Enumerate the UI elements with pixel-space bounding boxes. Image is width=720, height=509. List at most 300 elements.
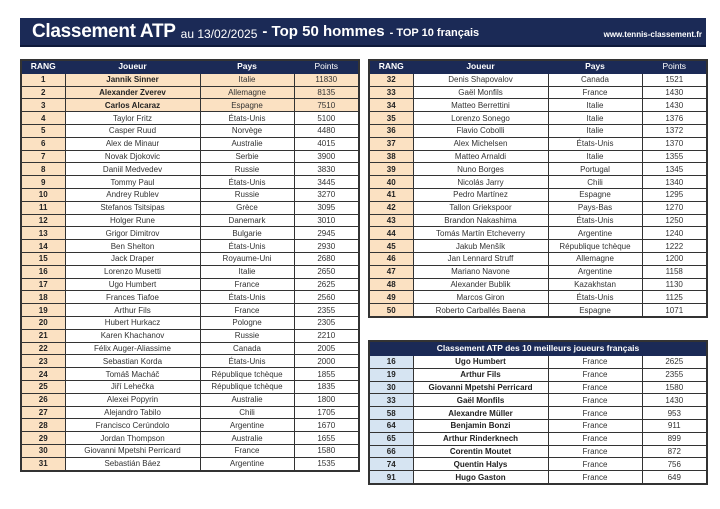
country-cell: Russie bbox=[200, 188, 294, 201]
country-cell: Kazakhstan bbox=[548, 278, 642, 291]
country-cell: France bbox=[200, 304, 294, 317]
country-cell: Pologne bbox=[200, 316, 294, 329]
points-cell: 3095 bbox=[294, 201, 359, 214]
country-cell: Italie bbox=[200, 73, 294, 86]
table-row bbox=[21, 291, 359, 304]
points-cell: 2210 bbox=[294, 329, 359, 342]
country-cell: Canada bbox=[200, 342, 294, 355]
points-cell: 1800 bbox=[294, 393, 359, 406]
rank-cell: 26 bbox=[21, 393, 65, 406]
player-cell: Roberto Carballés Baena bbox=[413, 304, 548, 317]
player-cell: Nuno Borges bbox=[413, 163, 548, 176]
table-row bbox=[21, 316, 359, 329]
table-row bbox=[369, 112, 707, 125]
points-cell: 2000 bbox=[294, 355, 359, 368]
country-cell: France bbox=[200, 444, 294, 457]
country-cell: France bbox=[548, 368, 642, 381]
player-cell: Arthur Rinderknech bbox=[413, 432, 548, 445]
rank-cell: 30 bbox=[21, 444, 65, 457]
rank-cell: 19 bbox=[369, 368, 413, 381]
country-cell: Argentine bbox=[548, 265, 642, 278]
table-row bbox=[369, 381, 707, 394]
rank-cell: 14 bbox=[21, 240, 65, 253]
table-row bbox=[21, 355, 359, 368]
table-row bbox=[21, 163, 359, 176]
points-cell: 1835 bbox=[294, 380, 359, 393]
rank-cell: 28 bbox=[21, 419, 65, 432]
rank-cell: 21 bbox=[21, 329, 65, 342]
player-cell: Tomáš Macháč bbox=[65, 368, 200, 381]
points-cell: 4480 bbox=[294, 124, 359, 137]
country-cell: France bbox=[548, 407, 642, 420]
country-cell: Argentine bbox=[200, 419, 294, 432]
player-cell: Alexander Zverev bbox=[65, 86, 200, 99]
points-cell: 953 bbox=[642, 407, 707, 420]
points-cell: 1270 bbox=[642, 201, 707, 214]
player-cell: Jiří Lehečka bbox=[65, 380, 200, 393]
player-cell: Alexandre Müller bbox=[413, 407, 548, 420]
country-cell: France bbox=[548, 458, 642, 471]
points-cell: 7510 bbox=[294, 99, 359, 112]
rank-cell: 36 bbox=[369, 124, 413, 137]
player-cell: Sebastián Báez bbox=[65, 457, 200, 470]
points-cell: 1430 bbox=[642, 86, 707, 99]
col-player: Joueur bbox=[65, 60, 200, 73]
country-cell: République tchèque bbox=[200, 380, 294, 393]
points-cell: 2930 bbox=[294, 240, 359, 253]
points-cell: 1535 bbox=[294, 457, 359, 470]
table-row bbox=[369, 176, 707, 189]
country-cell: France bbox=[548, 394, 642, 407]
table-row bbox=[369, 227, 707, 240]
country-cell: République tchèque bbox=[200, 368, 294, 381]
player-cell: Holger Rune bbox=[65, 214, 200, 227]
points-cell: 872 bbox=[642, 445, 707, 458]
country-cell: France bbox=[548, 471, 642, 484]
points-cell: 1250 bbox=[642, 214, 707, 227]
country-cell: États-Unis bbox=[548, 214, 642, 227]
country-cell: États-Unis bbox=[200, 112, 294, 125]
rank-cell: 66 bbox=[369, 445, 413, 458]
rank-cell: 12 bbox=[21, 214, 65, 227]
player-cell: Tallon Griekspoor bbox=[413, 201, 548, 214]
table-row bbox=[369, 291, 707, 304]
player-cell: Lorenzo Sonego bbox=[413, 112, 548, 125]
country-cell: République tchèque bbox=[548, 240, 642, 253]
country-cell: Italie bbox=[200, 265, 294, 278]
rank-cell: 10 bbox=[21, 188, 65, 201]
player-cell: Jannik Sinner bbox=[65, 73, 200, 86]
rank-cell: 38 bbox=[369, 150, 413, 163]
table-row bbox=[369, 252, 707, 265]
table-row bbox=[21, 265, 359, 278]
player-cell: Francisco Cerúndolo bbox=[65, 419, 200, 432]
country-cell: France bbox=[548, 356, 642, 369]
table-row bbox=[21, 201, 359, 214]
player-cell: Jakub Menšík bbox=[413, 240, 548, 253]
points-cell: 1130 bbox=[642, 278, 707, 291]
rank-cell: 31 bbox=[21, 457, 65, 470]
table-row bbox=[21, 227, 359, 240]
points-cell: 1295 bbox=[642, 188, 707, 201]
table-row bbox=[369, 458, 707, 471]
rank-cell: 74 bbox=[369, 458, 413, 471]
table-row bbox=[369, 445, 707, 458]
table-row bbox=[369, 201, 707, 214]
rank-cell: 46 bbox=[369, 252, 413, 265]
points-cell: 2355 bbox=[642, 368, 707, 381]
table-row bbox=[21, 342, 359, 355]
country-cell: Espagne bbox=[200, 99, 294, 112]
points-cell: 8135 bbox=[294, 86, 359, 99]
table-row bbox=[21, 112, 359, 125]
rank-cell: 17 bbox=[21, 278, 65, 291]
rank-cell: 23 bbox=[21, 355, 65, 368]
points-cell: 2560 bbox=[294, 291, 359, 304]
country-cell: États-Unis bbox=[200, 240, 294, 253]
country-cell: Portugal bbox=[548, 163, 642, 176]
points-cell: 2945 bbox=[294, 227, 359, 240]
country-cell: Italie bbox=[548, 150, 642, 163]
player-cell: Ugo Humbert bbox=[65, 278, 200, 291]
table-row bbox=[21, 188, 359, 201]
table-row bbox=[369, 432, 707, 445]
player-cell: Flavio Cobolli bbox=[413, 124, 548, 137]
player-cell: Andrey Rublev bbox=[65, 188, 200, 201]
player-cell: Stefanos Tsitsipas bbox=[65, 201, 200, 214]
col-rank: RANG bbox=[369, 60, 413, 73]
player-cell: Nicolás Jarry bbox=[413, 176, 548, 189]
table-row bbox=[21, 444, 359, 457]
col-points: Points bbox=[642, 60, 707, 73]
points-cell: 911 bbox=[642, 419, 707, 432]
rank-cell: 6 bbox=[21, 137, 65, 150]
player-cell: Tomás Martín Etcheverry bbox=[413, 227, 548, 240]
points-cell: 1705 bbox=[294, 406, 359, 419]
country-cell: Danemark bbox=[200, 214, 294, 227]
country-cell: Russie bbox=[200, 329, 294, 342]
table-row bbox=[21, 73, 359, 86]
player-cell: Gaël Monfils bbox=[413, 394, 548, 407]
points-cell: 1071 bbox=[642, 304, 707, 317]
rank-cell: 39 bbox=[369, 163, 413, 176]
country-cell: Italie bbox=[548, 99, 642, 112]
points-cell: 11830 bbox=[294, 73, 359, 86]
rank-cell: 50 bbox=[369, 304, 413, 317]
table-row bbox=[21, 278, 359, 291]
country-cell: Espagne bbox=[548, 188, 642, 201]
player-cell: Casper Ruud bbox=[65, 124, 200, 137]
rank-cell: 33 bbox=[369, 394, 413, 407]
player-cell: Jan Lennard Struff bbox=[413, 252, 548, 265]
country-cell: Allemagne bbox=[200, 86, 294, 99]
table-row bbox=[21, 368, 359, 381]
rank-cell: 29 bbox=[21, 432, 65, 445]
banner-title: Classement ATP bbox=[32, 20, 176, 42]
country-cell: États-Unis bbox=[548, 291, 642, 304]
points-cell: 2650 bbox=[294, 265, 359, 278]
player-cell: Karen Khachanov bbox=[65, 329, 200, 342]
table-row bbox=[369, 124, 707, 137]
table-row bbox=[369, 368, 707, 381]
table-row bbox=[21, 99, 359, 112]
country-cell: Bulgarie bbox=[200, 227, 294, 240]
country-cell: France bbox=[548, 419, 642, 432]
points-cell: 899 bbox=[642, 432, 707, 445]
points-cell: 3830 bbox=[294, 163, 359, 176]
player-cell: Benjamin Bonzi bbox=[413, 419, 548, 432]
table-row bbox=[369, 163, 707, 176]
table-row bbox=[369, 471, 707, 484]
player-cell: Grigor Dimitrov bbox=[65, 227, 200, 240]
country-cell: Australie bbox=[200, 393, 294, 406]
points-cell: 1240 bbox=[642, 227, 707, 240]
points-cell: 2305 bbox=[294, 316, 359, 329]
table-row bbox=[21, 304, 359, 317]
table-row bbox=[369, 73, 707, 86]
points-cell: 2625 bbox=[642, 356, 707, 369]
table-row bbox=[21, 214, 359, 227]
country-cell: France bbox=[548, 381, 642, 394]
rank-cell: 35 bbox=[369, 112, 413, 125]
player-cell: Ben Shelton bbox=[65, 240, 200, 253]
rank-cell: 4 bbox=[21, 112, 65, 125]
table-row bbox=[369, 394, 707, 407]
player-cell: Jordan Thompson bbox=[65, 432, 200, 445]
rank-cell: 45 bbox=[369, 240, 413, 253]
player-cell: Alexei Popyrin bbox=[65, 393, 200, 406]
rank-cell: 42 bbox=[369, 201, 413, 214]
points-cell: 756 bbox=[642, 458, 707, 471]
points-cell: 1372 bbox=[642, 124, 707, 137]
banner-subtitle: - Top 50 hommes bbox=[262, 23, 385, 40]
rank-cell: 8 bbox=[21, 163, 65, 176]
points-cell: 1370 bbox=[642, 137, 707, 150]
points-cell: 2005 bbox=[294, 342, 359, 355]
player-cell: Corentin Moutet bbox=[413, 445, 548, 458]
rank-cell: 2 bbox=[21, 86, 65, 99]
table-row bbox=[21, 419, 359, 432]
country-cell: Australie bbox=[200, 432, 294, 445]
country-cell: Espagne bbox=[548, 304, 642, 317]
points-cell: 1376 bbox=[642, 112, 707, 125]
points-cell: 1655 bbox=[294, 432, 359, 445]
player-cell: Marcos Giron bbox=[413, 291, 548, 304]
points-cell: 1222 bbox=[642, 240, 707, 253]
table-row bbox=[21, 240, 359, 253]
rank-cell: 43 bbox=[369, 214, 413, 227]
player-cell: Novak Djokovic bbox=[65, 150, 200, 163]
points-cell: 1200 bbox=[642, 252, 707, 265]
points-cell: 1345 bbox=[642, 163, 707, 176]
points-cell: 5100 bbox=[294, 112, 359, 125]
country-cell: France bbox=[548, 432, 642, 445]
col-country: Pays bbox=[200, 60, 294, 73]
points-cell: 2680 bbox=[294, 252, 359, 265]
player-cell: Alex Michelsen bbox=[413, 137, 548, 150]
rank-cell: 22 bbox=[21, 342, 65, 355]
player-cell: Alex de Minaur bbox=[65, 137, 200, 150]
rank-cell: 40 bbox=[369, 176, 413, 189]
rank-cell: 44 bbox=[369, 227, 413, 240]
country-cell: Russie bbox=[200, 163, 294, 176]
rank-cell: 19 bbox=[21, 304, 65, 317]
country-cell: Serbie bbox=[200, 150, 294, 163]
banner-date: au 13/02/2025 bbox=[180, 26, 258, 41]
player-cell: Gaël Monfils bbox=[413, 86, 548, 99]
player-cell: Hubert Hurkacz bbox=[65, 316, 200, 329]
player-cell: Matteo Berrettini bbox=[413, 99, 548, 112]
points-cell: 3900 bbox=[294, 150, 359, 163]
points-cell: 2625 bbox=[294, 278, 359, 291]
rank-cell: 48 bbox=[369, 278, 413, 291]
rank-cell: 16 bbox=[369, 356, 413, 369]
table-row bbox=[21, 137, 359, 150]
rank-cell: 18 bbox=[21, 291, 65, 304]
table-row bbox=[21, 150, 359, 163]
points-cell: 1855 bbox=[294, 368, 359, 381]
ranking-table-32-50 bbox=[368, 59, 708, 318]
country-cell: Pays-Bas bbox=[548, 201, 642, 214]
table-row bbox=[369, 188, 707, 201]
points-cell: 1125 bbox=[642, 291, 707, 304]
points-cell: 1580 bbox=[642, 381, 707, 394]
table-row bbox=[369, 278, 707, 291]
player-cell: Pedro Martínez bbox=[413, 188, 548, 201]
rank-cell: 11 bbox=[21, 201, 65, 214]
country-cell: Italie bbox=[548, 112, 642, 125]
rank-cell: 41 bbox=[369, 188, 413, 201]
player-cell: Quentin Halys bbox=[413, 458, 548, 471]
ranking-table-1-31 bbox=[20, 59, 360, 472]
rank-cell: 15 bbox=[21, 252, 65, 265]
country-cell: Chili bbox=[548, 176, 642, 189]
points-cell: 3445 bbox=[294, 176, 359, 189]
player-cell: Sebastian Korda bbox=[65, 355, 200, 368]
player-cell: Jack Draper bbox=[65, 252, 200, 265]
rank-cell: 47 bbox=[369, 265, 413, 278]
title-banner bbox=[20, 18, 706, 47]
player-cell: Carlos Alcaraz bbox=[65, 99, 200, 112]
french-top10-table bbox=[368, 340, 708, 485]
points-cell: 1521 bbox=[642, 73, 707, 86]
table-row bbox=[21, 329, 359, 342]
country-cell: France bbox=[548, 445, 642, 458]
table-row bbox=[21, 457, 359, 470]
table-row bbox=[21, 406, 359, 419]
points-cell: 2355 bbox=[294, 304, 359, 317]
table-row bbox=[369, 214, 707, 227]
table-row bbox=[369, 137, 707, 150]
country-cell: Canada bbox=[548, 73, 642, 86]
rank-cell: 7 bbox=[21, 150, 65, 163]
rank-cell: 65 bbox=[369, 432, 413, 445]
rank-cell: 30 bbox=[369, 381, 413, 394]
rank-cell: 25 bbox=[21, 380, 65, 393]
col-country: Pays bbox=[548, 60, 642, 73]
points-cell: 1355 bbox=[642, 150, 707, 163]
points-cell: 4015 bbox=[294, 137, 359, 150]
country-cell: Argentine bbox=[548, 227, 642, 240]
points-cell: 1580 bbox=[294, 444, 359, 457]
points-cell: 1430 bbox=[642, 394, 707, 407]
table-row bbox=[21, 393, 359, 406]
country-cell: Allemagne bbox=[548, 252, 642, 265]
country-cell: Norvège bbox=[200, 124, 294, 137]
table-row bbox=[369, 304, 707, 317]
country-cell: Grèce bbox=[200, 201, 294, 214]
rank-cell: 1 bbox=[21, 73, 65, 86]
player-cell: Giovanni Mpetshi Perricard bbox=[65, 444, 200, 457]
rank-cell: 32 bbox=[369, 73, 413, 86]
table-row bbox=[369, 99, 707, 112]
player-cell: Matteo Arnaldi bbox=[413, 150, 548, 163]
player-cell: Frances Tiafoe bbox=[65, 291, 200, 304]
table-row bbox=[21, 86, 359, 99]
table-row bbox=[21, 252, 359, 265]
country-cell: France bbox=[200, 278, 294, 291]
table-row bbox=[369, 356, 707, 369]
rank-cell: 91 bbox=[369, 471, 413, 484]
player-cell: Alejandro Tabilo bbox=[65, 406, 200, 419]
player-cell: Ugo Humbert bbox=[413, 356, 548, 369]
rank-cell: 5 bbox=[21, 124, 65, 137]
player-cell: Taylor Fritz bbox=[65, 112, 200, 125]
country-cell: États-Unis bbox=[200, 176, 294, 189]
country-cell: États-Unis bbox=[200, 291, 294, 304]
table-row bbox=[21, 124, 359, 137]
points-cell: 1340 bbox=[642, 176, 707, 189]
player-cell: Brandon Nakashima bbox=[413, 214, 548, 227]
player-cell: Lorenzo Musetti bbox=[65, 265, 200, 278]
country-cell: Australie bbox=[200, 137, 294, 150]
rank-cell: 24 bbox=[21, 368, 65, 381]
rank-cell: 3 bbox=[21, 99, 65, 112]
points-cell: 1430 bbox=[642, 99, 707, 112]
player-cell: Arthur Fils bbox=[65, 304, 200, 317]
website-url: www.tennis-classement.fr bbox=[603, 30, 702, 39]
points-cell: 1670 bbox=[294, 419, 359, 432]
player-cell: Arthur Fils bbox=[413, 368, 548, 381]
rank-cell: 34 bbox=[369, 99, 413, 112]
rank-cell: 27 bbox=[21, 406, 65, 419]
rank-cell: 16 bbox=[21, 265, 65, 278]
country-cell: Italie bbox=[548, 124, 642, 137]
col-player: Joueur bbox=[413, 60, 548, 73]
table-row bbox=[369, 407, 707, 420]
col-rank: RANG bbox=[21, 60, 65, 73]
table-row bbox=[21, 176, 359, 189]
points-cell: 1158 bbox=[642, 265, 707, 278]
rank-cell: 64 bbox=[369, 419, 413, 432]
rank-cell: 58 bbox=[369, 407, 413, 420]
country-cell: États-Unis bbox=[548, 137, 642, 150]
rank-cell: 9 bbox=[21, 176, 65, 189]
rank-cell: 33 bbox=[369, 86, 413, 99]
french-table-title: Classement ATP des 10 meilleurs joueurs français bbox=[369, 341, 707, 356]
player-cell: Tommy Paul bbox=[65, 176, 200, 189]
rank-cell: 13 bbox=[21, 227, 65, 240]
rank-cell: 37 bbox=[369, 137, 413, 150]
points-cell: 3010 bbox=[294, 214, 359, 227]
country-cell: Argentine bbox=[200, 457, 294, 470]
banner-subtitle-french: - TOP 10 français bbox=[389, 27, 480, 39]
player-cell: Giovanni Mpetshi Perricard bbox=[413, 381, 548, 394]
country-cell: Chili bbox=[200, 406, 294, 419]
player-cell: Daniil Medvedev bbox=[65, 163, 200, 176]
rank-cell: 49 bbox=[369, 291, 413, 304]
player-cell: Hugo Gaston bbox=[413, 471, 548, 484]
